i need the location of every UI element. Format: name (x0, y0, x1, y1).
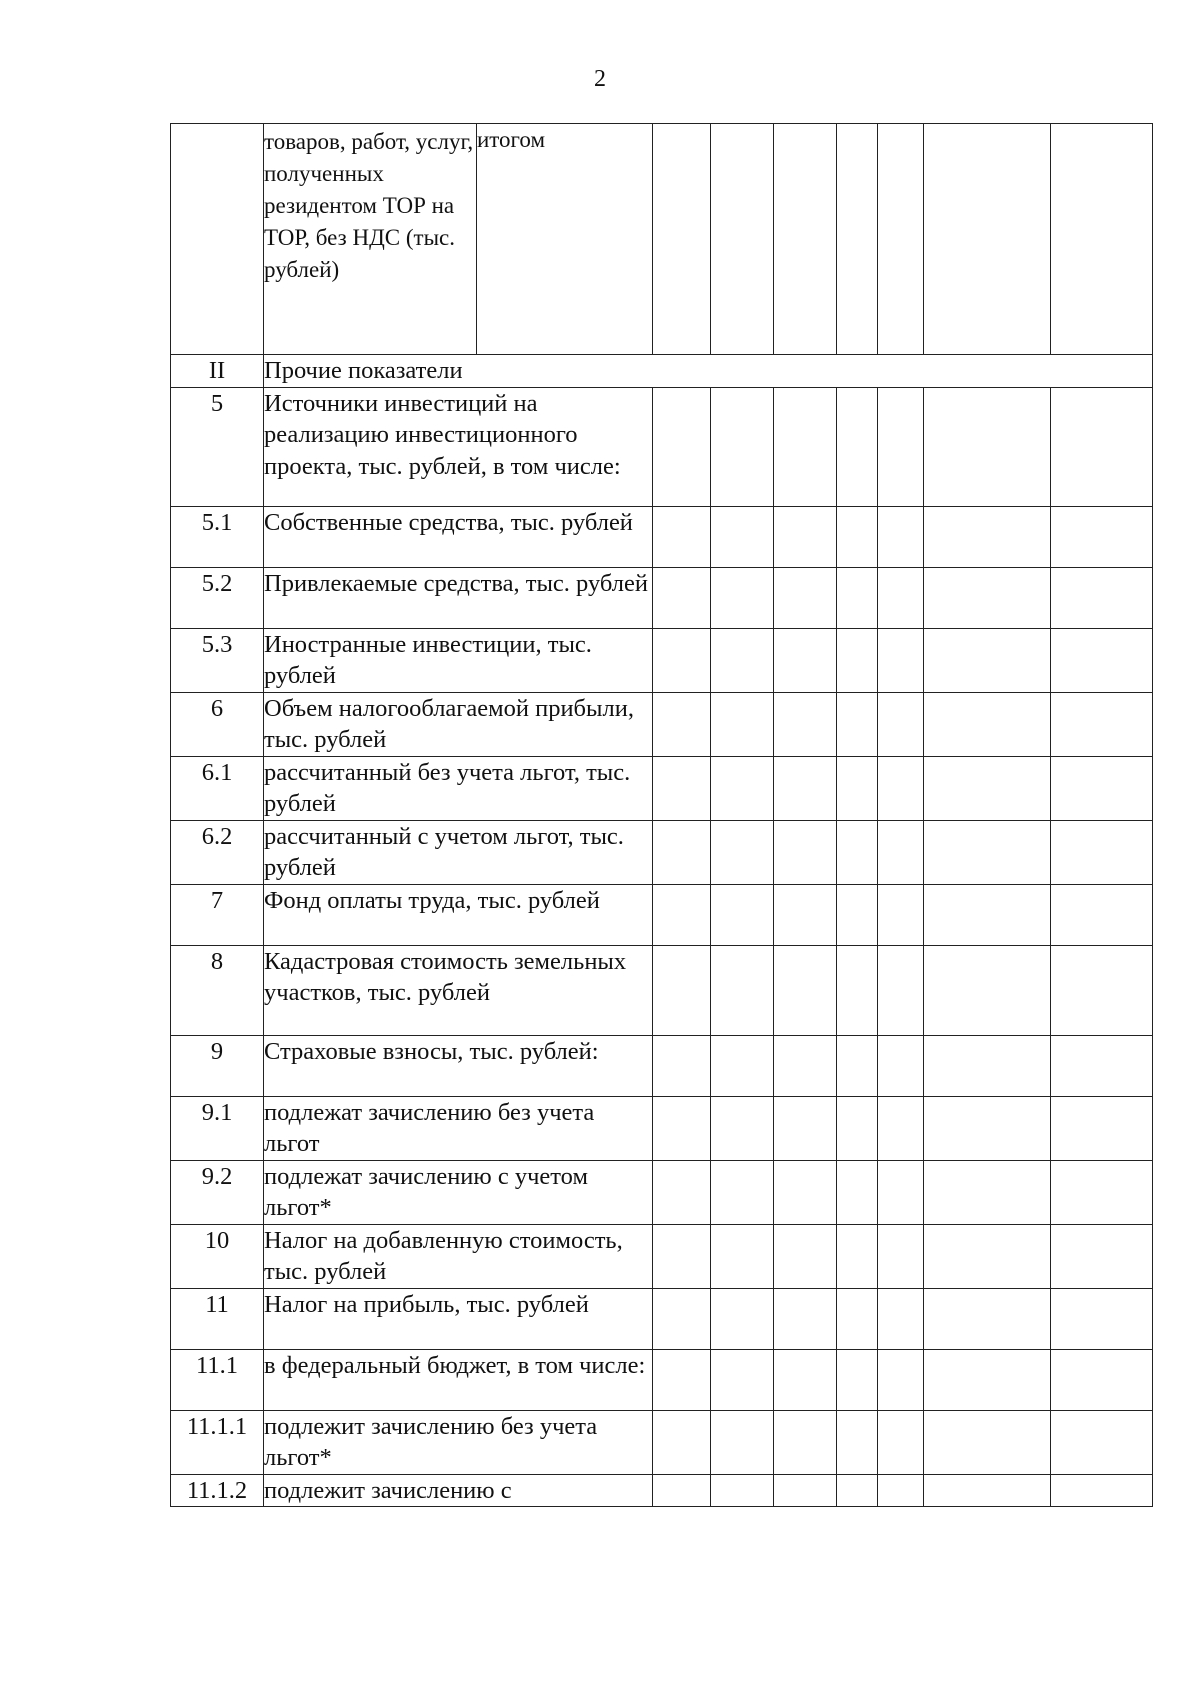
value-cell (837, 945, 878, 1035)
value-cell (774, 628, 837, 692)
value-cell (878, 628, 924, 692)
row-label: подлежат зачислению без учета льгот (264, 1096, 653, 1160)
value-cell (878, 884, 924, 945)
value-cell (711, 506, 774, 567)
value-cell (924, 124, 1051, 355)
value-cell (1051, 756, 1153, 820)
value-cell (653, 387, 711, 506)
value-cell (653, 692, 711, 756)
row-label: в федеральный бюджет, в том числе: (264, 1349, 653, 1410)
value-cell (653, 884, 711, 945)
value-cell (924, 884, 1051, 945)
value-cell (774, 945, 837, 1035)
table-row (171, 1349, 1153, 1410)
value-cell (924, 387, 1051, 506)
row-number: 5 (171, 387, 264, 506)
row-number: 9.2 (171, 1160, 264, 1224)
table-row (171, 1288, 1153, 1349)
value-cell (878, 1096, 924, 1160)
value-cell (1051, 1288, 1153, 1349)
row-number: 6 (171, 692, 264, 756)
table-row (171, 1410, 1153, 1474)
value-cell (711, 945, 774, 1035)
table-row (171, 884, 1153, 945)
row-number: 11.1.1 (171, 1410, 264, 1474)
value-cell (924, 945, 1051, 1035)
value-cell (878, 692, 924, 756)
row-number: 6.1 (171, 756, 264, 820)
table-row (171, 1160, 1153, 1224)
value-cell (711, 1224, 774, 1288)
value-cell (653, 124, 711, 355)
value-cell (774, 124, 837, 355)
value-cell (924, 692, 1051, 756)
value-cell (878, 387, 924, 506)
value-cell (878, 506, 924, 567)
value-cell (924, 567, 1051, 628)
value-cell (878, 124, 924, 355)
value-cell (878, 756, 924, 820)
value-cell (878, 1288, 924, 1349)
section-title: Прочие показатели (264, 355, 1153, 388)
value-cell (1051, 1035, 1153, 1096)
value-cell (878, 1410, 924, 1474)
value-cell (837, 1349, 878, 1410)
table-row (171, 506, 1153, 567)
table-row (171, 567, 1153, 628)
value-cell (924, 506, 1051, 567)
value-cell (878, 1035, 924, 1096)
row-label: подлежит зачислению с (264, 1474, 653, 1507)
value-cell (711, 884, 774, 945)
value-cell (653, 1096, 711, 1160)
value-cell (1051, 884, 1153, 945)
row-number: 9 (171, 1035, 264, 1096)
value-cell (1051, 387, 1153, 506)
value-cell (774, 884, 837, 945)
table-row (171, 945, 1153, 1035)
value-cell (924, 1035, 1051, 1096)
table-row (171, 1224, 1153, 1288)
row-label: Объем налогооблагаемой прибыли, тыс. рублей (264, 692, 653, 756)
value-cell (924, 1474, 1051, 1507)
value-cell (1051, 692, 1153, 756)
value-cell (774, 820, 837, 884)
value-cell (837, 692, 878, 756)
value-cell (924, 1224, 1051, 1288)
value-cell (1051, 820, 1153, 884)
value-cell (1051, 124, 1153, 355)
value-cell (653, 1474, 711, 1507)
value-cell (878, 1349, 924, 1410)
value-cell (774, 567, 837, 628)
value-cell (1051, 506, 1153, 567)
value-cell (878, 567, 924, 628)
value-cell (837, 506, 878, 567)
row-label: Собственные средства, тыс. рублей (264, 506, 653, 567)
row-number: 5.3 (171, 628, 264, 692)
value-cell (837, 1224, 878, 1288)
value-cell (924, 820, 1051, 884)
value-cell (774, 1288, 837, 1349)
table-row-continuation (171, 124, 1153, 355)
value-cell (711, 1096, 774, 1160)
row-number: 11 (171, 1288, 264, 1349)
row-label: Страховые взносы, тыс. рублей: (264, 1035, 653, 1096)
row-number: 7 (171, 884, 264, 945)
table-row (171, 1474, 1153, 1507)
value-cell (653, 1349, 711, 1410)
value-cell (711, 628, 774, 692)
value-cell (837, 387, 878, 506)
row-label: Источники инвестиций на реализацию инвестиционного проекта, тыс. рублей, в том числе: (264, 387, 653, 506)
row-label: рассчитанный без учета льгот, тыс. рублей (264, 756, 653, 820)
table-row (171, 756, 1153, 820)
value-cell (1051, 1096, 1153, 1160)
value-cell (837, 628, 878, 692)
value-cell (837, 124, 878, 355)
value-cell (1051, 1410, 1153, 1474)
value-cell (878, 945, 924, 1035)
row-number: 10 (171, 1224, 264, 1288)
section-row (171, 355, 1153, 388)
value-cell (711, 820, 774, 884)
value-cell (711, 1160, 774, 1224)
page-number: 2 (594, 66, 606, 92)
row-number: 6.2 (171, 820, 264, 884)
value-cell (837, 1288, 878, 1349)
value-cell (837, 1160, 878, 1224)
row-label: Налог на добавленную стоимость, тыс. рублей (264, 1224, 653, 1288)
value-cell (653, 756, 711, 820)
row-label: Фонд оплаты труда, тыс. рублей (264, 884, 653, 945)
value-cell (837, 884, 878, 945)
row-number: 5.2 (171, 567, 264, 628)
value-cell (924, 756, 1051, 820)
value-cell (653, 945, 711, 1035)
value-cell (774, 1474, 837, 1507)
value-cell (1051, 1160, 1153, 1224)
row-number: 11.1.2 (171, 1474, 264, 1507)
value-cell (837, 1096, 878, 1160)
value-cell (711, 124, 774, 355)
row-number: 9.1 (171, 1096, 264, 1160)
continuation-label-cell: товаров, работ, услуг, полученных резидентом ТОР на ТОР, без НДС (тыс. рублей) (264, 124, 477, 355)
value-cell (837, 1474, 878, 1507)
section-number: II (171, 355, 264, 388)
value-cell (924, 1160, 1051, 1224)
number-cell (171, 124, 264, 355)
value-cell (774, 387, 837, 506)
table-row (171, 820, 1153, 884)
value-cell (774, 506, 837, 567)
value-cell (837, 567, 878, 628)
indicators-table (170, 123, 1153, 1507)
row-number: 11.1 (171, 1349, 264, 1410)
row-label: Иностранные инвестиции, тыс. рублей (264, 628, 653, 692)
value-cell (924, 1096, 1051, 1160)
value-cell (774, 692, 837, 756)
value-cell (924, 1410, 1051, 1474)
value-cell (924, 628, 1051, 692)
continuation-total-cell: итогом (477, 124, 653, 355)
row-label: Привлекаемые средства, тыс. рублей (264, 567, 653, 628)
value-cell (837, 1035, 878, 1096)
value-cell (878, 1474, 924, 1507)
value-cell (837, 756, 878, 820)
value-cell (878, 820, 924, 884)
value-cell (924, 1349, 1051, 1410)
row-label: подлежат зачислению с учетом льгот* (264, 1160, 653, 1224)
value-cell (878, 1224, 924, 1288)
value-cell (653, 820, 711, 884)
value-cell (1051, 1474, 1153, 1507)
value-cell (1051, 945, 1153, 1035)
value-cell (711, 387, 774, 506)
row-number: 8 (171, 945, 264, 1035)
table-row (171, 1096, 1153, 1160)
value-cell (711, 1410, 774, 1474)
row-number: 5.1 (171, 506, 264, 567)
value-cell (711, 756, 774, 820)
value-cell (653, 1288, 711, 1349)
value-cell (774, 1160, 837, 1224)
value-cell (653, 628, 711, 692)
value-cell (1051, 567, 1153, 628)
value-cell (1051, 1349, 1153, 1410)
value-cell (774, 1349, 837, 1410)
row-label: Кадастровая стоимость земельных участков, тыс. рублей (264, 945, 653, 1035)
value-cell (653, 506, 711, 567)
value-cell (878, 1160, 924, 1224)
table-row (171, 1035, 1153, 1096)
value-cell (774, 1224, 837, 1288)
value-cell (774, 1096, 837, 1160)
value-cell (774, 1035, 837, 1096)
value-cell (653, 567, 711, 628)
value-cell (774, 1410, 837, 1474)
value-cell (711, 1474, 774, 1507)
value-cell (711, 1288, 774, 1349)
row-label: Налог на прибыль, тыс. рублей (264, 1288, 653, 1349)
value-cell (1051, 1224, 1153, 1288)
value-cell (837, 1410, 878, 1474)
row-label: рассчитанный с учетом льгот, тыс. рублей (264, 820, 653, 884)
table-row (171, 692, 1153, 756)
row-label: подлежит зачислению без учета льгот* (264, 1410, 653, 1474)
value-cell (711, 692, 774, 756)
value-cell (711, 1349, 774, 1410)
table-row (171, 387, 1153, 506)
value-cell (653, 1410, 711, 1474)
value-cell (837, 820, 878, 884)
value-cell (711, 567, 774, 628)
value-cell (711, 1035, 774, 1096)
value-cell (653, 1160, 711, 1224)
table-row (171, 628, 1153, 692)
value-cell (653, 1035, 711, 1096)
value-cell (1051, 628, 1153, 692)
value-cell (653, 1224, 711, 1288)
value-cell (924, 1288, 1051, 1349)
value-cell (774, 756, 837, 820)
